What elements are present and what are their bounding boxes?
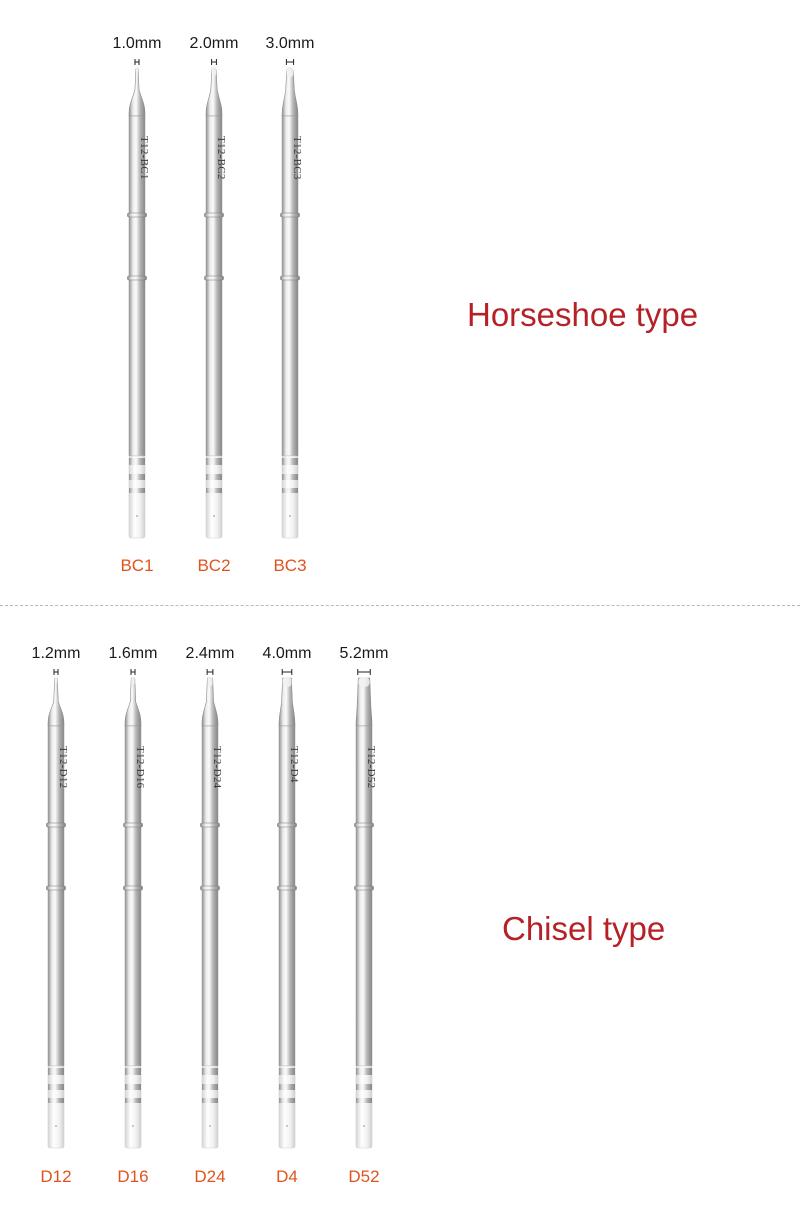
- size-bracket-icon: [207, 669, 213, 675]
- collar-ring-icon: [47, 886, 66, 890]
- connector-dot-icon: [363, 1125, 365, 1127]
- connector-stripe-icon: [282, 458, 298, 465]
- size-bracket-icon: [54, 669, 58, 675]
- tip-size-label: 4.0mm: [262, 645, 312, 662]
- tip-size-label: 1.2mm: [31, 645, 81, 662]
- collar-ring-icon: [278, 823, 297, 827]
- connector-stripe-icon: [282, 488, 298, 493]
- section-divider: [0, 605, 800, 606]
- d52-tip-image: [349, 668, 379, 1158]
- tip-engraving-text: T12-BC2: [215, 136, 227, 180]
- connector-stripe-icon: [125, 1068, 141, 1075]
- connector-stripe-icon: [282, 474, 298, 480]
- tip-end-icon: [125, 678, 141, 726]
- connector-stripe-icon: [129, 488, 145, 493]
- tip-model-label: BC3: [273, 556, 307, 575]
- tip-end-icon: [129, 68, 145, 116]
- connector-dot-icon: [55, 1125, 57, 1127]
- connector-stripe-icon: [356, 1084, 372, 1090]
- tip-cap-icon: [131, 677, 135, 685]
- connector-stripe-icon: [206, 488, 222, 493]
- collar-ring-icon: [281, 213, 300, 217]
- connector-end-icon: [129, 456, 145, 538]
- connector-dot-icon: [132, 1125, 134, 1127]
- collar-ring-icon: [124, 886, 143, 890]
- tip-engraving-text: T12-D12: [57, 746, 69, 789]
- collar-ring-icon: [201, 886, 220, 890]
- tip-model-label: BC2: [197, 556, 231, 575]
- horseshoe-section: [0, 0, 800, 605]
- connector-stripe-icon: [279, 1068, 295, 1075]
- connector-stripe-icon: [48, 1098, 64, 1103]
- connector-stripe-icon: [356, 1098, 372, 1103]
- tip-engraving-text: T12-D24: [211, 746, 223, 789]
- size-bracket-icon: [286, 59, 293, 65]
- collar-ring-icon: [47, 823, 66, 827]
- tip-size-label: 1.0mm: [112, 35, 162, 52]
- connector-end-icon: [202, 1066, 218, 1148]
- tip-engraving-text: T12-D16: [134, 746, 146, 789]
- horseshoe-type-title: Horseshoe type: [467, 296, 699, 333]
- connector-stripe-icon: [129, 458, 145, 465]
- size-bracket-icon: [131, 669, 135, 675]
- collar-ring-icon: [128, 276, 147, 280]
- connector-stripe-icon: [206, 458, 222, 465]
- tip-model-label: D16: [117, 1167, 149, 1186]
- tip-d24: [170, 607, 250, 1207]
- connector-end-icon: [48, 1066, 64, 1148]
- size-bracket-icon: [135, 59, 139, 65]
- connector-stripe-icon: [279, 1098, 295, 1103]
- connector-dot-icon: [289, 515, 291, 517]
- tip-model-label: D24: [194, 1167, 226, 1186]
- tip-size-label: 3.0mm: [265, 35, 315, 52]
- connector-stripe-icon: [279, 1084, 295, 1090]
- tip-cap-icon: [55, 677, 58, 684]
- tip-cap-icon: [287, 67, 294, 77]
- tip-engraving-text: T12-BC1: [138, 136, 150, 180]
- connector-dot-icon: [286, 1125, 288, 1127]
- connector-end-icon: [206, 456, 222, 538]
- tip-cap-icon: [358, 677, 369, 687]
- collar-ring-icon: [281, 276, 300, 280]
- tip-bc2: [174, 0, 254, 600]
- tip-model-label: D12: [40, 1167, 72, 1186]
- bc1-tip-image: [122, 58, 152, 548]
- collar-ring-icon: [205, 213, 224, 217]
- connector-stripe-icon: [202, 1098, 218, 1103]
- chisel-section: [0, 607, 800, 1228]
- collar-ring-icon: [201, 823, 220, 827]
- connector-end-icon: [356, 1066, 372, 1148]
- size-bracket-icon: [358, 669, 370, 675]
- connector-stripe-icon: [356, 1068, 372, 1075]
- tip-engraving-text: T12-BC3: [291, 136, 303, 180]
- tip-size-label: 5.2mm: [339, 645, 389, 662]
- connector-dot-icon: [213, 515, 215, 517]
- connector-end-icon: [282, 456, 298, 538]
- connector-stripe-icon: [129, 474, 145, 480]
- connector-stripe-icon: [202, 1084, 218, 1090]
- tip-d16: [93, 607, 173, 1207]
- tip-end-icon: [48, 678, 64, 726]
- tip-d12: [16, 607, 96, 1207]
- collar-ring-icon: [278, 886, 297, 890]
- tip-cap-icon: [283, 677, 292, 687]
- bc3-tip-image: [275, 58, 305, 548]
- collar-ring-icon: [355, 886, 374, 890]
- tip-bc3: [250, 0, 330, 600]
- connector-stripe-icon: [48, 1068, 64, 1075]
- connector-stripe-icon: [202, 1068, 218, 1075]
- d12-tip-image: [41, 668, 71, 1158]
- tip-cap-icon: [212, 67, 216, 75]
- tip-cap-icon: [136, 67, 138, 73]
- bc2-tip-image: [199, 58, 229, 548]
- tip-size-label: 1.6mm: [108, 645, 158, 662]
- tip-model-label: BC1: [120, 556, 154, 575]
- tip-d4: [247, 607, 327, 1207]
- collar-ring-icon: [205, 276, 224, 280]
- tip-d52: [324, 607, 404, 1207]
- tip-bc1: [97, 0, 177, 600]
- collar-ring-icon: [128, 213, 147, 217]
- d24-tip-image: [195, 668, 225, 1158]
- tip-model-label: D4: [276, 1167, 298, 1186]
- chisel-type-title: Chisel type: [502, 910, 666, 947]
- tip-engraving-text: T12-D4: [288, 746, 300, 783]
- connector-stripe-icon: [125, 1098, 141, 1103]
- tip-engraving-text: T12-D52: [365, 746, 377, 789]
- size-bracket-icon: [212, 59, 217, 65]
- collar-ring-icon: [124, 823, 143, 827]
- tip-size-label: 2.4mm: [185, 645, 235, 662]
- tip-cap-icon: [207, 677, 212, 686]
- connector-end-icon: [125, 1066, 141, 1148]
- connector-end-icon: [279, 1066, 295, 1148]
- connector-dot-icon: [136, 515, 138, 517]
- d4-tip-image: [272, 668, 302, 1158]
- connector-dot-icon: [209, 1125, 211, 1127]
- size-bracket-icon: [282, 669, 292, 675]
- connector-stripe-icon: [125, 1084, 141, 1090]
- tip-size-label: 2.0mm: [189, 35, 239, 52]
- tip-model-label: D52: [348, 1167, 380, 1186]
- d16-tip-image: [118, 668, 148, 1158]
- connector-stripe-icon: [48, 1084, 64, 1090]
- connector-stripe-icon: [206, 474, 222, 480]
- collar-ring-icon: [355, 823, 374, 827]
